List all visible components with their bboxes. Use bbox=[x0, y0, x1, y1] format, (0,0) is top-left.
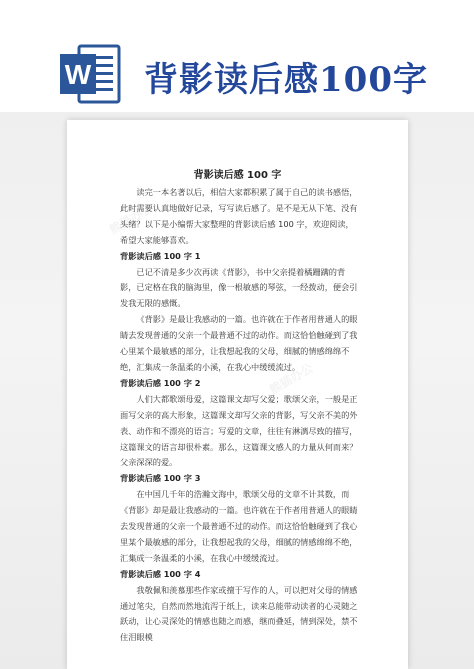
document-title: 背影读后感 100 字 bbox=[193, 170, 282, 181]
logo-letter: W bbox=[64, 59, 92, 90]
paragraph: 我敬佩和羡慕那些作家或擅于写作的人，可以把对父母的情感通过笔尖，自然而然地流泻于纸上，读来总能带动读者的心灵随之跃动，让心灵深处的情感也随之而感，继而叠延，情到深处，禁不住泪眼模 bbox=[120, 584, 358, 643]
watermark: 熊猫办公 bbox=[126, 530, 176, 567]
banner-title: 背影读后感100字 bbox=[144, 60, 428, 100]
word-document-icon bbox=[57, 40, 125, 108]
paragraph: 已记不清是多少次再读《背影》，书中父亲提着橘跚蹒的背影，已定格在我的脑海里，像一根敏感的琴弦，一经拨动，便会引发我无限的感慨。 bbox=[120, 266, 358, 309]
document-page bbox=[67, 120, 408, 669]
watermark: 熊猫办公 bbox=[266, 360, 316, 397]
paragraph: 人们大都歌颂母爱，这篇课文却写父爱；歌颂父亲，一般是正面写父亲的高大形象，这篇课文却写父亲的背影，写父亲不美的外表、动作和不漂亮的语言；写爱的文章，往往有淋漓尽致的描写，这篇课文的语言却很朴素。那么，这篇课文感人的力量从何而来？父亲深深的爱。 bbox=[120, 393, 358, 468]
section-heading: 背影读后感 100 字 4 bbox=[120, 568, 201, 579]
section-heading: 背影读后感 100 字 2 bbox=[120, 377, 201, 388]
paragraph: 在中国几千年的浩瀚文海中，歌颂父母的文章不计其数，而《背影》却是最让我感动的一篇。也许就在于作者用普通人的眼睛去发现普通的父亲一个最普通不过的动作。而这恰恰触碰到了我心里某个最敏感的部分，让我想起我的父母，细腻的情感绵绵不绝，汇集成一条温柔的小溪，在我心中缓缓流过。 bbox=[120, 489, 358, 563]
section-heading: 背影读后感 100 字 1 bbox=[120, 250, 201, 261]
banner bbox=[0, 0, 474, 112]
section-heading: 背影读后感 100 字 3 bbox=[120, 473, 201, 484]
intro-paragraph: 读完一本名著以后，相信大家都积累了属于自己的读书感悟，此时需要认真地做好记录，写写读后感了。是不是无从下笔、没有头绪？以下是小编帮大家整理的背影读后感 100 字，欢迎阅读，希望大家能够喜欢。 bbox=[120, 187, 358, 245]
document-body bbox=[120, 185, 360, 646]
paragraph: 《背影》是最让我感动的一篇。也许就在于作者用普通人的眼睛去发现普通的父亲一个最普通不过的动作。而这恰恰触碰到了我心里某个最敏感的部分，让我想起我的父母，细腻的情感绵绵不绝，汇集成一条温柔的小溪，在我心中缓缓流过。 bbox=[120, 314, 358, 372]
watermark: 熊猫办公 bbox=[106, 200, 156, 237]
